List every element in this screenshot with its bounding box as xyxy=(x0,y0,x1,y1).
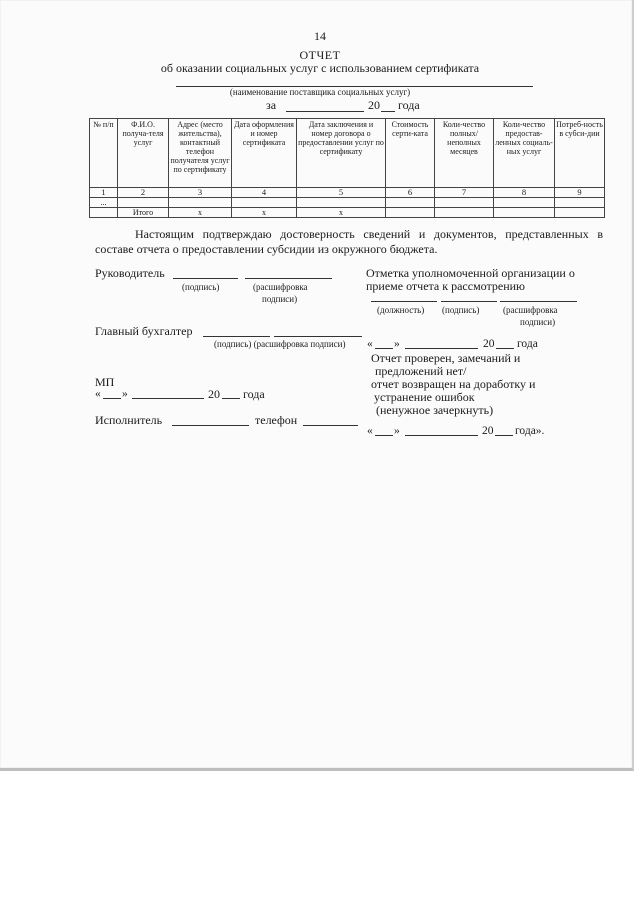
x-mark: x xyxy=(232,208,297,218)
left-date-year-suffix: года xyxy=(243,387,265,401)
table-cell xyxy=(435,198,494,208)
col-number: 1 xyxy=(90,188,118,198)
date-year-line xyxy=(496,348,514,349)
head-sign-caption: (подпись) xyxy=(182,282,220,292)
period-prefix: за xyxy=(266,98,277,112)
col-header: Стоимость серти-ката xyxy=(386,119,435,188)
stamp-place-label: МП xyxy=(95,375,115,389)
col-header: Адрес (место жительства), контактный телефон получателя услуг по сертификату xyxy=(169,119,232,188)
mark-decode-caption-2: подписи) xyxy=(520,317,556,327)
table-number-row xyxy=(90,188,605,198)
col-header: Дата заключения и номер договора о предоставлении услуг по сертификату xyxy=(297,119,386,188)
mark-line-1: Отметка уполномоченной организации о xyxy=(366,266,575,280)
table-cell xyxy=(297,198,386,208)
col-header: Коли-чество предостав-ленных социаль-ных услуг xyxy=(494,119,555,188)
check-line-3: отчет возвращен на доработку и xyxy=(371,377,536,391)
check-line-4: устранение ошибок xyxy=(374,390,475,404)
executor-label: Исполнитель xyxy=(95,413,163,427)
date-quote-open: « xyxy=(367,338,373,350)
date-quote-close: » xyxy=(394,338,400,350)
date-day-line xyxy=(375,348,393,349)
head-decode-caption-1: (расшифровка xyxy=(253,282,308,292)
table-cell xyxy=(555,198,605,208)
mark-decode-line xyxy=(500,301,577,302)
left-date-month-line xyxy=(132,398,204,399)
table-cell xyxy=(435,208,494,218)
final-date-year-prefix: 20 xyxy=(482,425,494,437)
period-suffix: года xyxy=(398,98,420,112)
table-cell: ... xyxy=(90,198,118,208)
table-cell xyxy=(118,198,169,208)
report-title: ОТЧЕТ xyxy=(299,48,341,62)
head-decode-caption-2: подписи) xyxy=(262,294,298,304)
report-subtitle: об оказании социальных услуг с использованием сертификата xyxy=(160,61,480,75)
col-number: 3 xyxy=(169,188,232,198)
col-number: 6 xyxy=(386,188,435,198)
table-cell xyxy=(555,208,605,218)
mark-position-line xyxy=(371,301,437,302)
table-cell xyxy=(494,208,555,218)
check-line-5: (ненужное зачеркнуть) xyxy=(376,403,494,417)
mark-position-caption: (должность) xyxy=(377,305,425,315)
table-cell xyxy=(494,198,555,208)
table-cell xyxy=(386,208,435,218)
left-date-quote-close: » xyxy=(122,388,128,400)
accountant-decode-line xyxy=(274,336,362,337)
col-number: 5 xyxy=(297,188,386,198)
confirmation-line-1: Настоящим подтверждаю достоверность сведений и документов, представленных в xyxy=(135,227,603,241)
head-label: Руководитель xyxy=(95,266,165,280)
table-row xyxy=(90,198,605,208)
col-header: Дата оформления и номер сертификата xyxy=(232,119,297,188)
col-number: 2 xyxy=(118,188,169,198)
date-year-suffix: года xyxy=(517,338,538,350)
head-sign-line xyxy=(173,278,238,279)
left-date-year-line xyxy=(222,398,240,399)
final-date-day-line xyxy=(375,435,393,436)
left-date-quote-open: « xyxy=(95,388,101,400)
check-line-2: предложений нет/ xyxy=(375,364,467,378)
mark-sign-line xyxy=(441,301,497,302)
col-header: Коли-чество полных/ неполных месяцев xyxy=(435,119,494,188)
page-number: 14 xyxy=(314,29,326,43)
table-cell xyxy=(386,198,435,208)
col-number: 7 xyxy=(435,188,494,198)
col-header: № п/п xyxy=(90,119,118,188)
check-line-1: Отчет проверен, замечаний и xyxy=(371,351,521,365)
accountant-sign-line xyxy=(203,336,270,337)
col-number: 8 xyxy=(494,188,555,198)
confirmation-paragraph xyxy=(95,227,603,257)
table-header-row xyxy=(90,119,605,188)
x-mark: x xyxy=(297,208,386,218)
col-number: 4 xyxy=(232,188,297,198)
left-date-day-line xyxy=(103,398,121,399)
executor-phone-label: телефон xyxy=(255,413,298,427)
date-month-line xyxy=(405,348,478,349)
mark-line-2: приеме отчета к рассмотрению xyxy=(366,279,526,293)
col-number: 9 xyxy=(555,188,605,198)
final-date-quote-open: « xyxy=(367,425,373,437)
table-total-row xyxy=(90,208,605,218)
final-date-year-line xyxy=(495,435,513,436)
head-decode-line xyxy=(245,278,332,279)
provider-caption: (наименование поставщика социальных услуг) xyxy=(229,87,411,97)
final-date-quote-close: » xyxy=(394,425,400,437)
table-cell xyxy=(90,208,118,218)
accountant-label: Главный бухгалтер xyxy=(95,324,193,338)
period-year: 20 xyxy=(368,98,380,112)
final-date-year-suffix: года». xyxy=(515,425,545,437)
executor-line xyxy=(172,425,249,426)
accountant-captions: (подпись) (расшифровка подписи) xyxy=(214,339,346,349)
col-header: Ф.И.О. получа-теля услуг xyxy=(118,119,169,188)
col-header: Потреб-ность в субси-дии xyxy=(555,119,605,188)
table-cell xyxy=(232,198,297,208)
final-date-month-line xyxy=(405,435,478,436)
left-date-year-prefix: 20 xyxy=(208,387,220,401)
executor-phone-line xyxy=(303,425,358,426)
table-cell xyxy=(169,198,232,208)
period-year-line xyxy=(381,111,395,112)
total-label: Итого xyxy=(118,208,169,218)
x-mark: x xyxy=(169,208,232,218)
mark-sign-caption: (подпись) xyxy=(442,305,480,315)
mark-decode-caption-1: (расшифровка xyxy=(503,305,558,315)
date-year-prefix: 20 xyxy=(483,338,495,350)
confirmation-line-2: составе отчета о предоставлении субсидии из окружного бюджета. xyxy=(95,242,438,256)
report-table xyxy=(89,118,605,218)
period-line xyxy=(286,111,364,112)
